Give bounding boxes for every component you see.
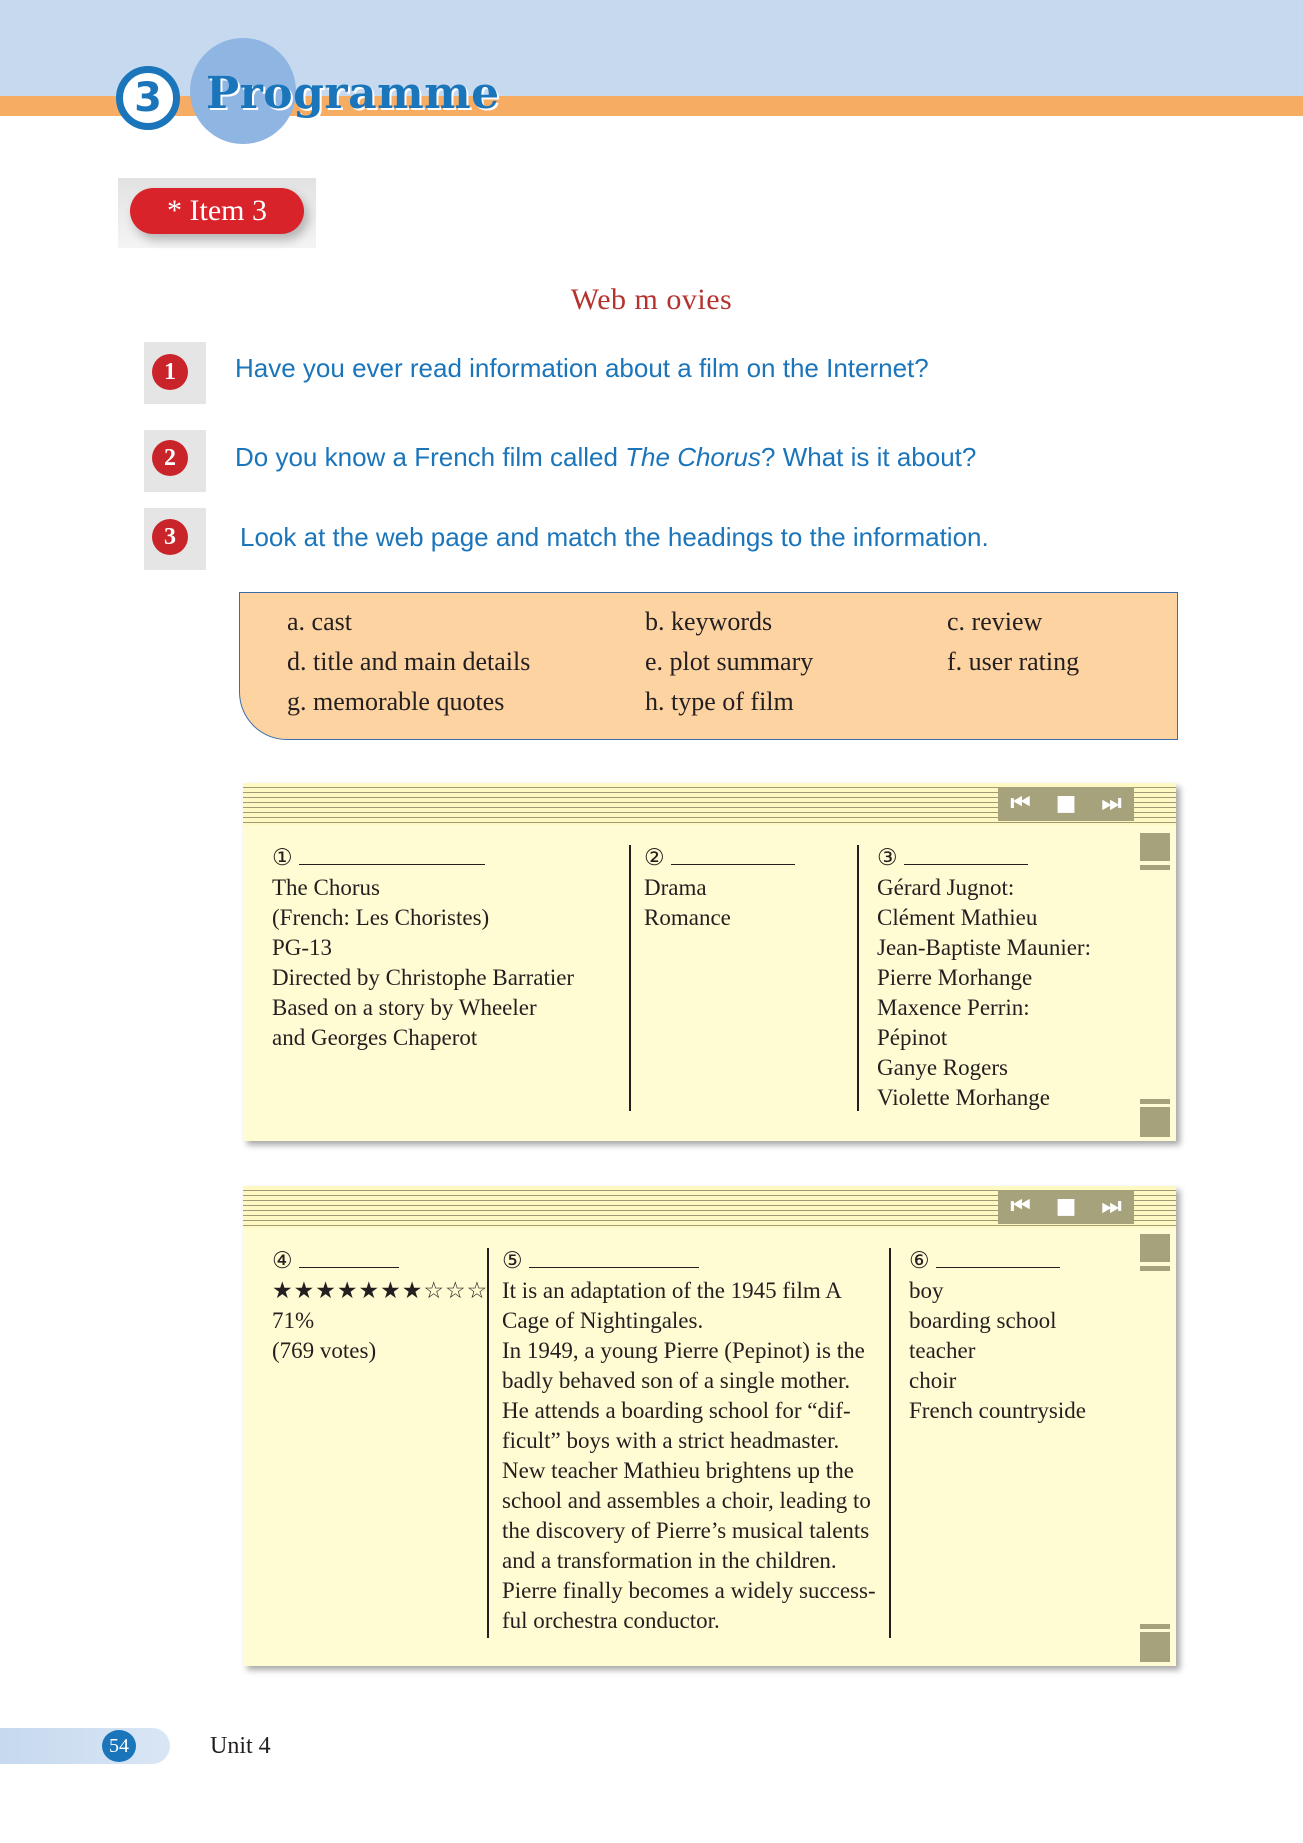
- blank-1: [272, 843, 485, 873]
- info-line: and Georges Chaperot: [272, 1025, 478, 1050]
- info-line: (French: Les Choristes): [272, 905, 490, 930]
- media-controls: [998, 1190, 1134, 1224]
- heading-option: a. cast: [287, 607, 352, 636]
- blank-5: [502, 1246, 699, 1276]
- page-number: 54: [102, 1730, 136, 1762]
- scrollbar-up[interactable]: [1140, 833, 1170, 861]
- heading-option: h. type of film: [645, 687, 794, 716]
- column-divider: [857, 845, 859, 1111]
- rating-percent: 71%: [272, 1308, 315, 1333]
- blank-4: [272, 1246, 399, 1276]
- headings-box: [239, 592, 1178, 740]
- web-panel-2: [243, 1186, 1176, 1666]
- question-2-text-end: ? What is it about?: [761, 442, 977, 472]
- info-line: Maxence Perrin:: [877, 995, 1030, 1020]
- heading-option: b. keywords: [645, 607, 773, 636]
- skip-forward-button[interactable]: ⏭: [1101, 791, 1122, 816]
- info-line: Ganye Rogers: [877, 1055, 1008, 1080]
- summary-line: ficult” boys with a strict headmaster.: [502, 1428, 840, 1453]
- stop-button[interactable]: ■: [1055, 791, 1077, 816]
- question-3-number: 3: [152, 519, 188, 555]
- film-title: The Chorus: [625, 442, 762, 472]
- media-controls: [998, 787, 1134, 821]
- column-divider: [889, 1248, 891, 1638]
- stop-button[interactable]: ■: [1055, 1194, 1077, 1219]
- info-line: Violette Morhange: [877, 1085, 1050, 1110]
- scrollbar-track-mark: [1140, 1099, 1170, 1104]
- skip-forward-button[interactable]: ⏭: [1101, 1194, 1122, 1219]
- marker-5: ⑤: [502, 1248, 523, 1273]
- keyword: boy: [909, 1278, 944, 1303]
- section-number-badge: 3: [116, 66, 180, 130]
- question-1-number: 1: [152, 354, 188, 390]
- blank-3: [877, 843, 1028, 873]
- info-line: The Chorus: [272, 875, 380, 900]
- summary-line: He attends a boarding school for “dif-: [502, 1398, 851, 1423]
- marker-2: ②: [644, 845, 665, 870]
- summary-line: Cage of Nightingales.: [502, 1308, 704, 1333]
- skip-back-button[interactable]: ⏮: [1010, 791, 1031, 816]
- question-1-text: Have you ever read information about a film on the Internet?: [235, 353, 929, 383]
- summary-line: Pierre finally becomes a widely success-: [502, 1578, 876, 1603]
- marker-4: ④: [272, 1248, 293, 1273]
- keyword: choir: [909, 1368, 957, 1393]
- summary-line: It is an adaptation of the 1945 film A: [502, 1278, 842, 1303]
- keyword: French countryside: [909, 1398, 1086, 1423]
- blank-6: [909, 1246, 1060, 1276]
- summary-line: and a transformation in the children.: [502, 1548, 837, 1573]
- heading-option: e. plot summary: [645, 647, 814, 676]
- item-badge: * Item 3: [130, 188, 304, 234]
- info-line: Clément Mathieu: [877, 905, 1038, 930]
- info-line: Jean-Baptiste Maunier:: [877, 935, 1091, 960]
- heading-option: d. title and main details: [287, 647, 531, 676]
- web-panel-1: [243, 783, 1176, 1141]
- unit-label: Unit 4: [210, 1733, 271, 1759]
- info-line: Pépinot: [877, 1025, 948, 1050]
- marker-3: ③: [877, 845, 898, 870]
- scrollbar-track-mark: [1140, 865, 1170, 870]
- question-3-text: Look at the web page and match the headings to the information.: [240, 522, 989, 552]
- keyword: teacher: [909, 1338, 976, 1363]
- column-divider: [487, 1248, 489, 1638]
- heading-option: f. user rating: [947, 647, 1080, 676]
- scrollbar-down[interactable]: [1140, 1632, 1170, 1662]
- summary-line: school and assembles a choir, leading to: [502, 1488, 871, 1513]
- info-line: Gérard Jugnot:: [877, 875, 1015, 900]
- summary-line: the discovery of Pierre’s musical talents: [502, 1518, 870, 1543]
- vote-count: (769 votes): [272, 1338, 377, 1363]
- page-title: Web m ovies: [570, 283, 733, 316]
- column-divider: [629, 845, 631, 1111]
- footer-pill: [0, 1728, 170, 1764]
- skip-back-button[interactable]: ⏮: [1010, 1194, 1031, 1219]
- info-line: Romance: [644, 905, 731, 930]
- info-line: Based on a story by Wheeler: [272, 995, 537, 1020]
- question-2-text: [235, 440, 976, 474]
- summary-line: ful orchestra conductor.: [502, 1608, 720, 1633]
- marker-1: ①: [272, 845, 293, 870]
- question-2-number: 2: [152, 440, 188, 476]
- scrollbar-track-mark: [1140, 1266, 1170, 1271]
- scrollbar-up[interactable]: [1140, 1234, 1170, 1262]
- info-line: PG-13: [272, 935, 333, 960]
- heading-option: g. memorable quotes: [287, 687, 505, 716]
- keyword: boarding school: [909, 1308, 1057, 1333]
- star-rating: ★★★★★★★☆☆☆: [272, 1278, 489, 1303]
- summary-line: In 1949, a young Pierre (Pepinot) is the: [502, 1338, 865, 1363]
- section-heading: Programme: [206, 68, 500, 119]
- scrollbar-track-mark: [1140, 1624, 1170, 1629]
- info-line: Directed by Christophe Barratier: [272, 965, 575, 990]
- question-2-text-start: Do you know a French film called: [235, 442, 626, 472]
- blank-2: [644, 843, 795, 873]
- info-line: Drama: [644, 875, 707, 900]
- scrollbar-down[interactable]: [1140, 1107, 1170, 1137]
- summary-line: badly behaved son of a single mother.: [502, 1368, 851, 1393]
- summary-line: New teacher Mathieu brightens up the: [502, 1458, 854, 1483]
- heading-option: c. review: [947, 607, 1043, 636]
- info-line: Pierre Morhange: [877, 965, 1033, 990]
- marker-6: ⑥: [909, 1248, 930, 1273]
